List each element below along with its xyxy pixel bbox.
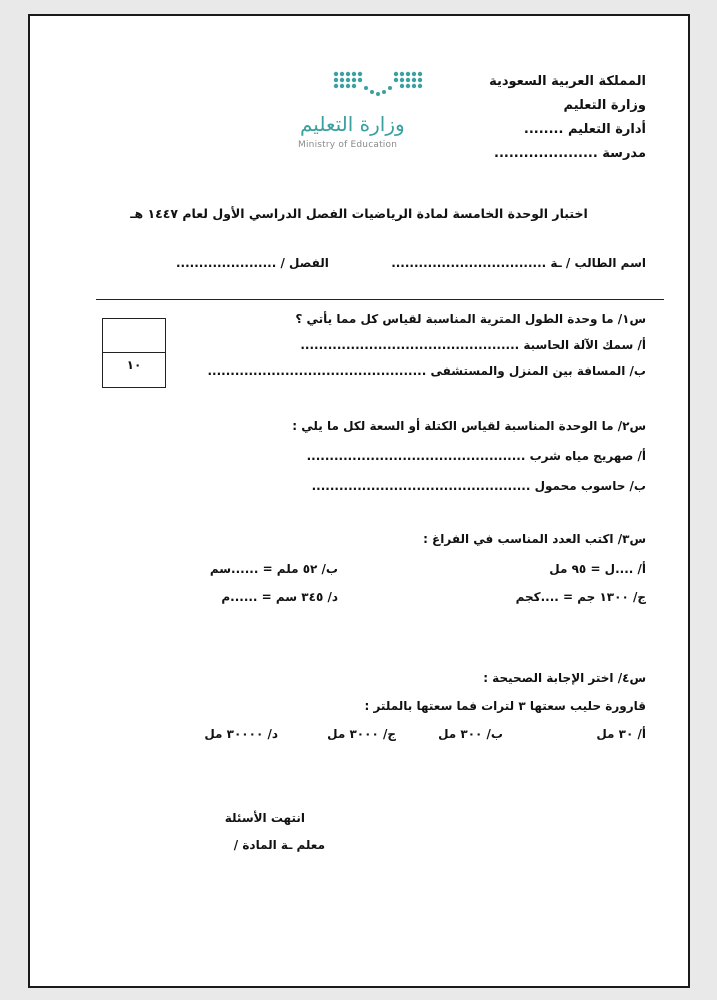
exam-title: اختبار الوحدة الخامسة لمادة الرياضيات الفصل الدراسي الأول لعام ١٤٤٧ هـ (130, 206, 588, 221)
q1-item-a: أ/ سمك الآلة الحاسبة ................................................ (300, 338, 646, 352)
logo-dots-icon (330, 68, 430, 108)
score-divider (103, 352, 165, 353)
q4-option-b: ب/ ٣٠٠ مل (438, 727, 503, 741)
q3-item-b: ب/ ٥٢ ملم = ......سم (209, 562, 338, 576)
exam-page (28, 14, 690, 988)
q4-question: س٤/ اختر الإجابة الصحيحة : (483, 671, 646, 685)
ministry-logo (270, 68, 430, 160)
class-field: الفصل / ...................... (176, 256, 329, 270)
q3-item-d: د/ ٣٤٥ سم = ......م (221, 590, 338, 604)
q1-question: س١/ ما وحدة الطول المترية المناسبة لقياس كل مما يأتي ؟ (295, 312, 646, 326)
score-total: ١٠ (126, 358, 142, 372)
q3-item-c: ج/ ١٣٠٠ جم = ....كجم (515, 590, 646, 604)
q2-item-a: أ/ صهريج مياه شرب ................................................ (306, 449, 646, 463)
q4-option-d: د/ ٣٠٠٠٠ مل (204, 727, 278, 741)
q4-stem: قارورة حليب سعتها ٣ لترات فما سعتها بالملتر : (364, 699, 646, 713)
score-box (102, 318, 166, 388)
end-of-questions: انتهت الأسئلة (224, 811, 305, 825)
logo-arabic-text: وزارة التعليم (300, 112, 405, 136)
school-line: مدرسة ..................... (494, 146, 646, 161)
directorate-line: أدارة التعليم ........ (523, 122, 646, 137)
q4-option-c: ج/ ٣٠٠٠ مل (327, 727, 396, 741)
teacher-signature-line: معلم ـة المادة / (233, 838, 325, 852)
q2-item-b: ب/ حاسوب محمول ................................................ (311, 479, 646, 493)
q3-item-a: أ/ ....ل = ٩٥ مل (549, 562, 646, 576)
student-name-field: اسم الطالب / ـة .................................. (391, 256, 646, 270)
divider (96, 299, 664, 300)
q1-item-b: ب/ المسافة بين المنزل والمستشفى ................................................ (207, 364, 646, 378)
q3-question: س٣/ اكتب العدد المناسب في الفراغ : (423, 532, 646, 546)
ministry-name: وزارة التعليم (563, 98, 646, 113)
q4-option-a: أ/ ٣٠ مل (596, 727, 646, 741)
kingdom-name: المملكة العربية السعودية (489, 74, 646, 89)
logo-english-text: Ministry of Education (298, 140, 398, 150)
q2-question: س٢/ ما الوحدة المناسبة لقياس الكتلة أو السعة لكل ما يلي : (292, 419, 646, 433)
